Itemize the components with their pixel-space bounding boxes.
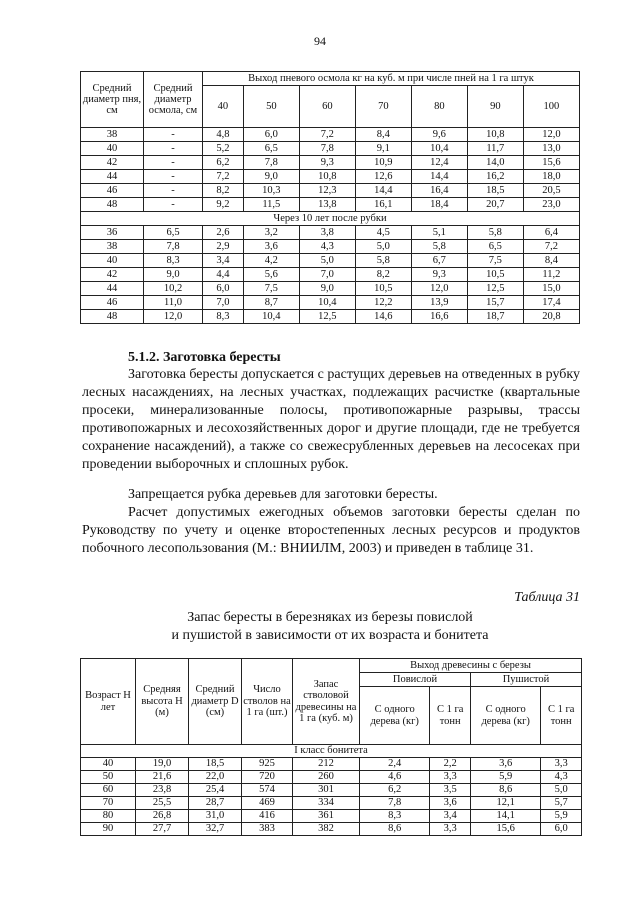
table-row <box>81 797 582 810</box>
col-header-pushistaya: Пушистой <box>470 673 581 687</box>
table-cell: 416 <box>242 810 293 823</box>
col-header-stem-count: Число стволов на 1 га (шт.) <box>242 659 293 745</box>
table-cell: 6,5 <box>243 142 299 156</box>
table-cell: 361 <box>293 810 360 823</box>
table-cell: 26,8 <box>136 810 189 823</box>
table-cell: 16,4 <box>411 184 467 198</box>
table-cell: - <box>144 198 203 212</box>
table-cell: 5,9 <box>541 810 582 823</box>
table-cell: 3,4 <box>430 810 471 823</box>
table-cell: 7,0 <box>299 268 355 282</box>
table-cell: 14,6 <box>355 310 411 324</box>
table-cell: 7,2 <box>523 240 579 254</box>
table-cell: 46 <box>81 296 144 310</box>
table-cell: 5,9 <box>470 771 540 784</box>
table-cell: 6,5 <box>144 226 203 240</box>
col-header-stump-count: 60 <box>299 86 355 128</box>
table-cell: 5,0 <box>299 254 355 268</box>
table-cell: - <box>144 142 203 156</box>
table-cell: 6,0 <box>541 823 582 836</box>
table-cell: 13,0 <box>523 142 579 156</box>
table-cell: 8,3 <box>144 254 203 268</box>
table-cell: 6,7 <box>411 254 467 268</box>
col-header-avg-height: Средняя высота Н (м) <box>136 659 189 745</box>
table-cell: 4,4 <box>203 268 244 282</box>
col-header-avg-diameter: Средний диаметр D (см) <box>189 659 242 745</box>
table-cell: 10,3 <box>243 184 299 198</box>
table-cell: 10,4 <box>299 296 355 310</box>
table-cell: 6,0 <box>243 128 299 142</box>
table-cell: 9,0 <box>299 282 355 296</box>
table-cell: 15,6 <box>523 156 579 170</box>
section-heading: 5.1.2. Заготовка бересты <box>128 350 281 365</box>
table-cell: 14,0 <box>467 156 523 170</box>
table-cell: 5,1 <box>411 226 467 240</box>
table-cell: 4,3 <box>541 771 582 784</box>
table-cell: 3,5 <box>430 784 471 797</box>
paragraph: Запрещается рубка деревьев для заготовки бересты. <box>128 487 438 502</box>
table-cell: 28,7 <box>189 797 242 810</box>
table-cell: 15,7 <box>467 296 523 310</box>
table-cell: 6,5 <box>467 240 523 254</box>
table-cell: 7,2 <box>299 128 355 142</box>
resin-yield-table <box>80 71 580 324</box>
col-header-stump-count: 90 <box>467 86 523 128</box>
table-cell: 40 <box>81 254 144 268</box>
table-cell: 17,4 <box>523 296 579 310</box>
col-header-stump-count: 50 <box>243 86 299 128</box>
birch-bark-table <box>80 658 582 836</box>
col-header-yield-group: Выход пневого осмола кг на куб. м при числе пней на 1 га штук <box>203 72 580 86</box>
table-cell: 10,5 <box>467 268 523 282</box>
table-cell: 31,0 <box>189 810 242 823</box>
table-row <box>81 184 580 198</box>
table-cell: 12,0 <box>523 128 579 142</box>
table-cell: 3,3 <box>430 771 471 784</box>
table-cell: 15,0 <box>523 282 579 296</box>
table-cell: 44 <box>81 170 144 184</box>
table-cell: 3,6 <box>470 758 540 771</box>
table-cell: 42 <box>81 268 144 282</box>
table-cell: 7,5 <box>467 254 523 268</box>
table-cell: 11,5 <box>243 198 299 212</box>
table-cell: 40 <box>81 758 136 771</box>
table-cell: 5,8 <box>467 226 523 240</box>
table-cell: 12,5 <box>467 282 523 296</box>
table-row <box>81 296 580 310</box>
table-row <box>81 128 580 142</box>
table-cell: 18,0 <box>523 170 579 184</box>
col-header-age: Возраст Н лет <box>81 659 136 745</box>
table-cell: 18,4 <box>411 198 467 212</box>
table-cell: 9,3 <box>299 156 355 170</box>
table-cell: 3,8 <box>299 226 355 240</box>
table-cell: 10,2 <box>144 282 203 296</box>
table-cell: 10,8 <box>299 170 355 184</box>
col-header-stump-count: 40 <box>203 86 244 128</box>
table-cell: 11,0 <box>144 296 203 310</box>
table-cell: 27,7 <box>136 823 189 836</box>
table-cell: 14,4 <box>355 184 411 198</box>
table-cell: 9,0 <box>144 268 203 282</box>
page-number: 94 <box>314 34 326 48</box>
table-cell: 9,0 <box>243 170 299 184</box>
table-cell: 7,0 <box>203 296 244 310</box>
table-cell: 4,8 <box>203 128 244 142</box>
table-cell: 15,6 <box>470 823 540 836</box>
table-cell: 9,1 <box>355 142 411 156</box>
col-header-stump-count: 80 <box>411 86 467 128</box>
table-cell: 16,2 <box>467 170 523 184</box>
paragraph: Заготовка бересты допускается с растущих деревьев на отведенных в рубку лесных насаждениях, на лесных участках, подлежащих расчистке (квартальные просеки, минерализованные полосы, противопожарные разрывы, трассы противопожарных и лесохозяйственных дорог и другие площади, где не требуется сохранение насаждений), а также со свежесрубленных деревьев на лесосеках при проведении выборочных и сплошных рубок. <box>82 367 580 472</box>
table-cell: - <box>144 156 203 170</box>
table-row <box>81 784 582 797</box>
table-cell: 7,2 <box>203 170 244 184</box>
table-title: и пушистой в зависимости от их возраста и бонитета <box>171 628 489 643</box>
table-cell: 2,2 <box>430 758 471 771</box>
table-cell: 334 <box>293 797 360 810</box>
table-cell: 48 <box>81 310 144 324</box>
col-header-per-tree: С одного дерева (кг) <box>360 687 430 745</box>
table-cell: 3,6 <box>243 240 299 254</box>
table-cell: 14,4 <box>411 170 467 184</box>
table-cell: - <box>144 184 203 198</box>
table-cell: 7,5 <box>243 282 299 296</box>
table-cell: 2,6 <box>203 226 244 240</box>
table-cell: 2,9 <box>203 240 244 254</box>
table-cell: 70 <box>81 797 136 810</box>
table-cell: 18,7 <box>467 310 523 324</box>
table-cell: 10,4 <box>411 142 467 156</box>
table-cell: - <box>144 170 203 184</box>
table-cell: 10,8 <box>467 128 523 142</box>
table-cell: 38 <box>81 128 144 142</box>
table-row <box>81 310 580 324</box>
table-cell: 13,9 <box>411 296 467 310</box>
table-cell: 19,0 <box>136 758 189 771</box>
table-cell: 16,6 <box>411 310 467 324</box>
table-label: Таблица 31 <box>514 590 580 605</box>
table-cell: 383 <box>242 823 293 836</box>
table-cell: 8,3 <box>203 310 244 324</box>
table-cell: 9,2 <box>203 198 244 212</box>
table-cell: 212 <box>293 758 360 771</box>
table-cell: 301 <box>293 784 360 797</box>
table-cell: 38 <box>81 240 144 254</box>
table-cell: 12,0 <box>144 310 203 324</box>
table-cell: 6,0 <box>203 282 244 296</box>
table-cell: 12,0 <box>411 282 467 296</box>
table-cell: 469 <box>242 797 293 810</box>
table-cell: 11,7 <box>467 142 523 156</box>
table-row <box>81 226 580 240</box>
table-cell: 574 <box>242 784 293 797</box>
table-cell: 3,3 <box>430 823 471 836</box>
table-cell: 8,7 <box>243 296 299 310</box>
table-row <box>81 823 582 836</box>
table-cell: 21,6 <box>136 771 189 784</box>
col-header-povislaya: Повислой <box>360 673 471 687</box>
table-title: Запас бересты в березняках из березы повислой <box>187 610 473 625</box>
table-cell: 12,4 <box>411 156 467 170</box>
table-cell: 23,8 <box>136 784 189 797</box>
table-cell: 8,6 <box>360 823 430 836</box>
table-row <box>81 254 580 268</box>
table-cell: 18,5 <box>467 184 523 198</box>
table-cell: 13,8 <box>299 198 355 212</box>
table-cell: 25,4 <box>189 784 242 797</box>
table-cell: 10,9 <box>355 156 411 170</box>
table-cell: 6,2 <box>360 784 430 797</box>
table-cell: 44 <box>81 282 144 296</box>
table-cell: 90 <box>81 823 136 836</box>
table-cell: 40 <box>81 142 144 156</box>
table-row <box>81 810 582 823</box>
table-cell: 11,2 <box>523 268 579 282</box>
table-row <box>81 240 580 254</box>
table-row <box>81 282 580 296</box>
table-cell: 46 <box>81 184 144 198</box>
table-cell: 5,0 <box>355 240 411 254</box>
col-header-yield-group: Выход древесины с березы <box>360 659 582 673</box>
col-header-avg-tree-diameter: Средний диаметр пня, см <box>81 72 144 128</box>
table-cell: 2,4 <box>360 758 430 771</box>
table-cell: 12,1 <box>470 797 540 810</box>
table-cell: 5,8 <box>411 240 467 254</box>
table-cell: 10,5 <box>355 282 411 296</box>
table-cell: - <box>144 128 203 142</box>
table-cell: 8,6 <box>470 784 540 797</box>
col-header-per-ha: С 1 га тонн <box>430 687 471 745</box>
table-cell: 8,2 <box>355 268 411 282</box>
table-cell: 42 <box>81 156 144 170</box>
table-cell: 12,2 <box>355 296 411 310</box>
table-cell: 7,8 <box>144 240 203 254</box>
col-header-per-ha: С 1 га тонн <box>541 687 582 745</box>
table-cell: 6,2 <box>203 156 244 170</box>
table-cell: 22,0 <box>189 771 242 784</box>
table-cell: 60 <box>81 784 136 797</box>
table-cell: 18,5 <box>189 758 242 771</box>
table-row <box>81 758 582 771</box>
col-header-stump-count: 100 <box>523 86 579 128</box>
table-row <box>81 142 580 156</box>
table-row <box>81 156 580 170</box>
table-cell: 20,5 <box>523 184 579 198</box>
table-cell: 8,4 <box>523 254 579 268</box>
table-cell: 7,8 <box>243 156 299 170</box>
table-cell: 7,8 <box>360 797 430 810</box>
table-cell: 5,7 <box>541 797 582 810</box>
table-cell: 48 <box>81 198 144 212</box>
table-cell: 260 <box>293 771 360 784</box>
paragraph: Расчет допустимых ежегодных объемов заготовки бересты сделан по Руководству по учету и оценке второстепенных лесных ресурсов и продуктов побочного лесопользования (М.: ВНИИЛМ, 2003) и приведен в таблице 31. <box>82 505 580 556</box>
table-cell: 382 <box>293 823 360 836</box>
table-cell: 5,8 <box>355 254 411 268</box>
table-cell: 4,3 <box>299 240 355 254</box>
table-cell: 4,5 <box>355 226 411 240</box>
table-cell: 3,3 <box>541 758 582 771</box>
col-header-stump-count: 70 <box>355 86 411 128</box>
table-cell: 4,6 <box>360 771 430 784</box>
table-cell: 6,4 <box>523 226 579 240</box>
table-cell: 8,3 <box>360 810 430 823</box>
table-cell: 20,8 <box>523 310 579 324</box>
table-cell: 7,8 <box>299 142 355 156</box>
table-cell: 16,1 <box>355 198 411 212</box>
table-cell: 8,2 <box>203 184 244 198</box>
table-cell: 9,6 <box>411 128 467 142</box>
table-cell: 36 <box>81 226 144 240</box>
table-subheading: I класс бонитета <box>81 745 582 758</box>
col-header-stem-stock: Запас стволовой древесины на 1 га (куб. м) <box>293 659 360 745</box>
table-cell: 925 <box>242 758 293 771</box>
table-cell: 23,0 <box>523 198 579 212</box>
table-cell: 25,5 <box>136 797 189 810</box>
table-cell: 12,5 <box>299 310 355 324</box>
table-cell: 4,2 <box>243 254 299 268</box>
table-cell: 32,7 <box>189 823 242 836</box>
table-cell: 720 <box>242 771 293 784</box>
table-row <box>81 170 580 184</box>
table-cell: 50 <box>81 771 136 784</box>
table-cell: 10,4 <box>243 310 299 324</box>
table-row <box>81 198 580 212</box>
col-header-avg-resin-diameter: Средний диаметр осмола, см <box>144 72 203 128</box>
table-cell: 12,6 <box>355 170 411 184</box>
table-cell: 3,4 <box>203 254 244 268</box>
table-cell: 3,6 <box>430 797 471 810</box>
table-subheading: Через 10 лет после рубки <box>81 212 580 226</box>
table-cell: 9,3 <box>411 268 467 282</box>
table-cell: 5,0 <box>541 784 582 797</box>
table-cell: 5,2 <box>203 142 244 156</box>
table-cell: 5,6 <box>243 268 299 282</box>
table-cell: 8,4 <box>355 128 411 142</box>
table-cell: 80 <box>81 810 136 823</box>
table-cell: 14,1 <box>470 810 540 823</box>
col-header-per-tree: С одного дерева (кг) <box>470 687 540 745</box>
table-cell: 20,7 <box>467 198 523 212</box>
table-cell: 3,2 <box>243 226 299 240</box>
table-row <box>81 771 582 784</box>
table-cell: 12,3 <box>299 184 355 198</box>
table-row <box>81 268 580 282</box>
